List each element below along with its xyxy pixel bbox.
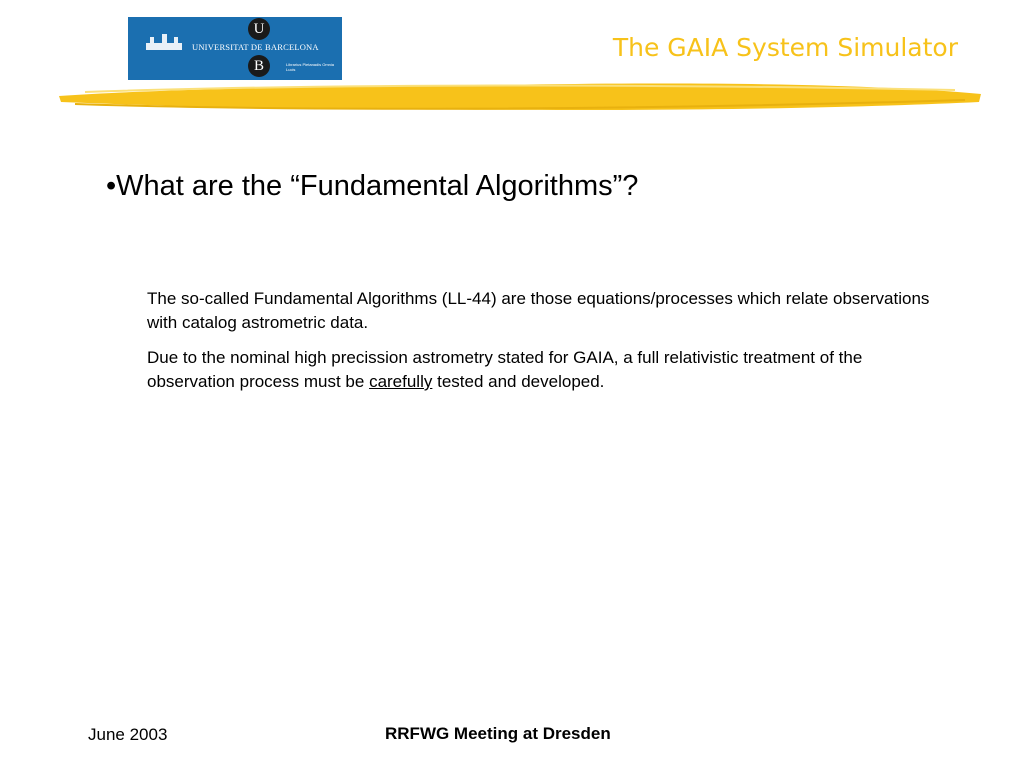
logo-subtext: Librarius Pietanadis Omnia Lucis [286,62,335,72]
logo-letter-b: B [248,55,270,77]
university-logo [128,17,342,80]
slide-heading: •What are the “Fundamental Algorithms”? [106,170,639,202]
paragraph-2-before: Due to the nominal high precission astrometry stated for GAIA, a full relativistic treatment of the observation process must be [147,348,863,391]
logo-letter-u: U [248,18,270,40]
paragraph-2-underlined: carefully [369,372,433,391]
slide-body [147,287,947,405]
paragraph-2 [147,346,947,394]
header-title: The GAIA System Simulator [612,33,958,62]
footer-date: June 2003 [88,725,168,744]
footer-meeting: RRFWG Meeting at Dresden [385,724,611,743]
paragraph-1: The so-called Fundamental Algorithms (LL-44) are those equations/processes which relate observations with catalog astrometric data. [147,289,930,332]
paragraph-2-after: tested and developed. [432,372,605,391]
logo-university-name: UNIVERSITAT DE BARCELONA [192,42,319,52]
yellow-brush-stroke [55,80,985,116]
